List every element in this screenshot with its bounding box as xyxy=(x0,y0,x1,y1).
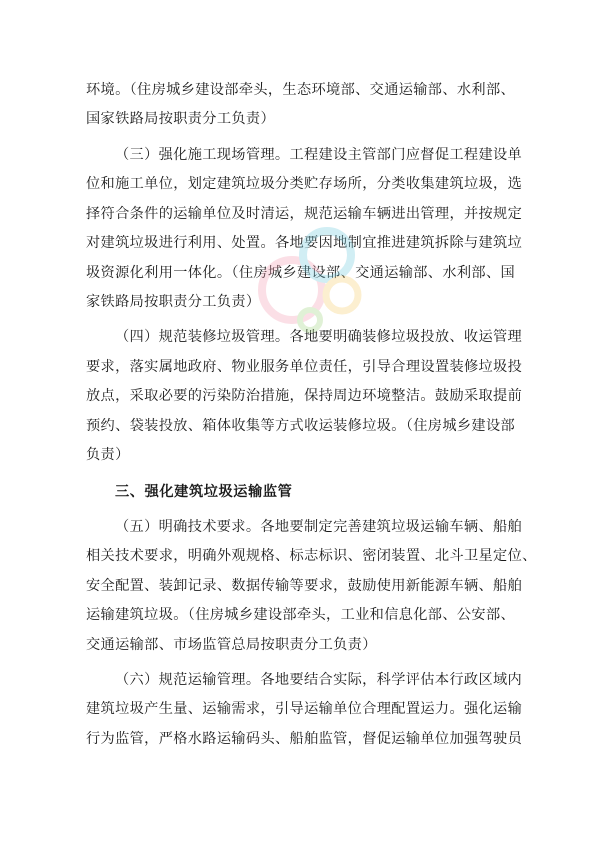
paragraph-first-line: （六）规范运输管理。各地要结合实际，科学评估本行政区域内 xyxy=(115,672,523,688)
body-text-line: 放点，采取必要的污染防治措施，保持周边环境整洁。鼓励采取提前 xyxy=(86,388,523,404)
body-text-line: 环境。（住房城乡建设部牵头，生态环境部、交通运输部、水利部、 xyxy=(86,82,516,98)
body-text-line: 建筑垃圾产生量、运输需求，引导运输单位合理配置运力。强化运输 xyxy=(86,701,523,717)
paragraph-first-line: （四）规范装修垃圾管理。各地要明确装修垃圾投放、收运管理 xyxy=(115,329,523,345)
section-heading: 三、强化建筑垃圾运输监管 xyxy=(115,484,293,500)
watermark-ring-yellow xyxy=(326,279,358,311)
body-text-line: 交通运输部、市场监管总局按职责分工负责） xyxy=(86,637,377,653)
body-text-line: 安全配置、装卸记录、数据传输等要求，鼓励使用新能源车辆、船舶 xyxy=(86,578,523,594)
body-text-line: 家铁路局按职责分工负责） xyxy=(86,294,261,310)
body-text-line: 相关技术要求，明确外观规格、标志标识、密闭装置、北斗卫星定位、 xyxy=(86,548,537,564)
body-text-line: 行为监管，严格水路运输码头、船舶监管，督促运输单位加强驾驶员 xyxy=(86,731,523,747)
paragraph-first-line: （五）明确技术要求。各地要制定完善建筑垃圾运输车辆、船舶 xyxy=(115,519,523,535)
body-text-line: 要求，落实属地政府、物业服务单位责任，引导合理设置装修垃圾投 xyxy=(86,359,523,375)
body-text-line: 运输建筑垃圾。（住房城乡建设部牵头，工业和信息化部、公安部、 xyxy=(86,607,516,623)
paragraph-first-line: （三）强化施工现场管理。工程建设主管部门应督促工程建设单 xyxy=(115,147,523,163)
body-text-line: 国家铁路局按职责分工负责） xyxy=(86,111,275,127)
body-text-line: 负责） xyxy=(86,447,130,463)
body-text-line: 位和施工单位，划定建筑垃圾分类贮存场所，分类收集建筑垃圾，选 xyxy=(86,176,523,192)
body-text-line: 预约、袋装投放、箱体收集等方式收运装修垃圾。（住房城乡建设部 xyxy=(86,418,516,434)
body-text-line: 圾资源化利用一体化。（住房城乡建设部、交通运输部、水利部、国 xyxy=(86,265,516,281)
body-text-line: 对建筑垃圾进行利用、处置。各地要因地制宜推进建筑拆除与建筑垃 xyxy=(86,235,523,251)
body-text-line: 择符合条件的运输单位及时清运，规范运输车辆进出管理，并按规定 xyxy=(86,206,523,222)
